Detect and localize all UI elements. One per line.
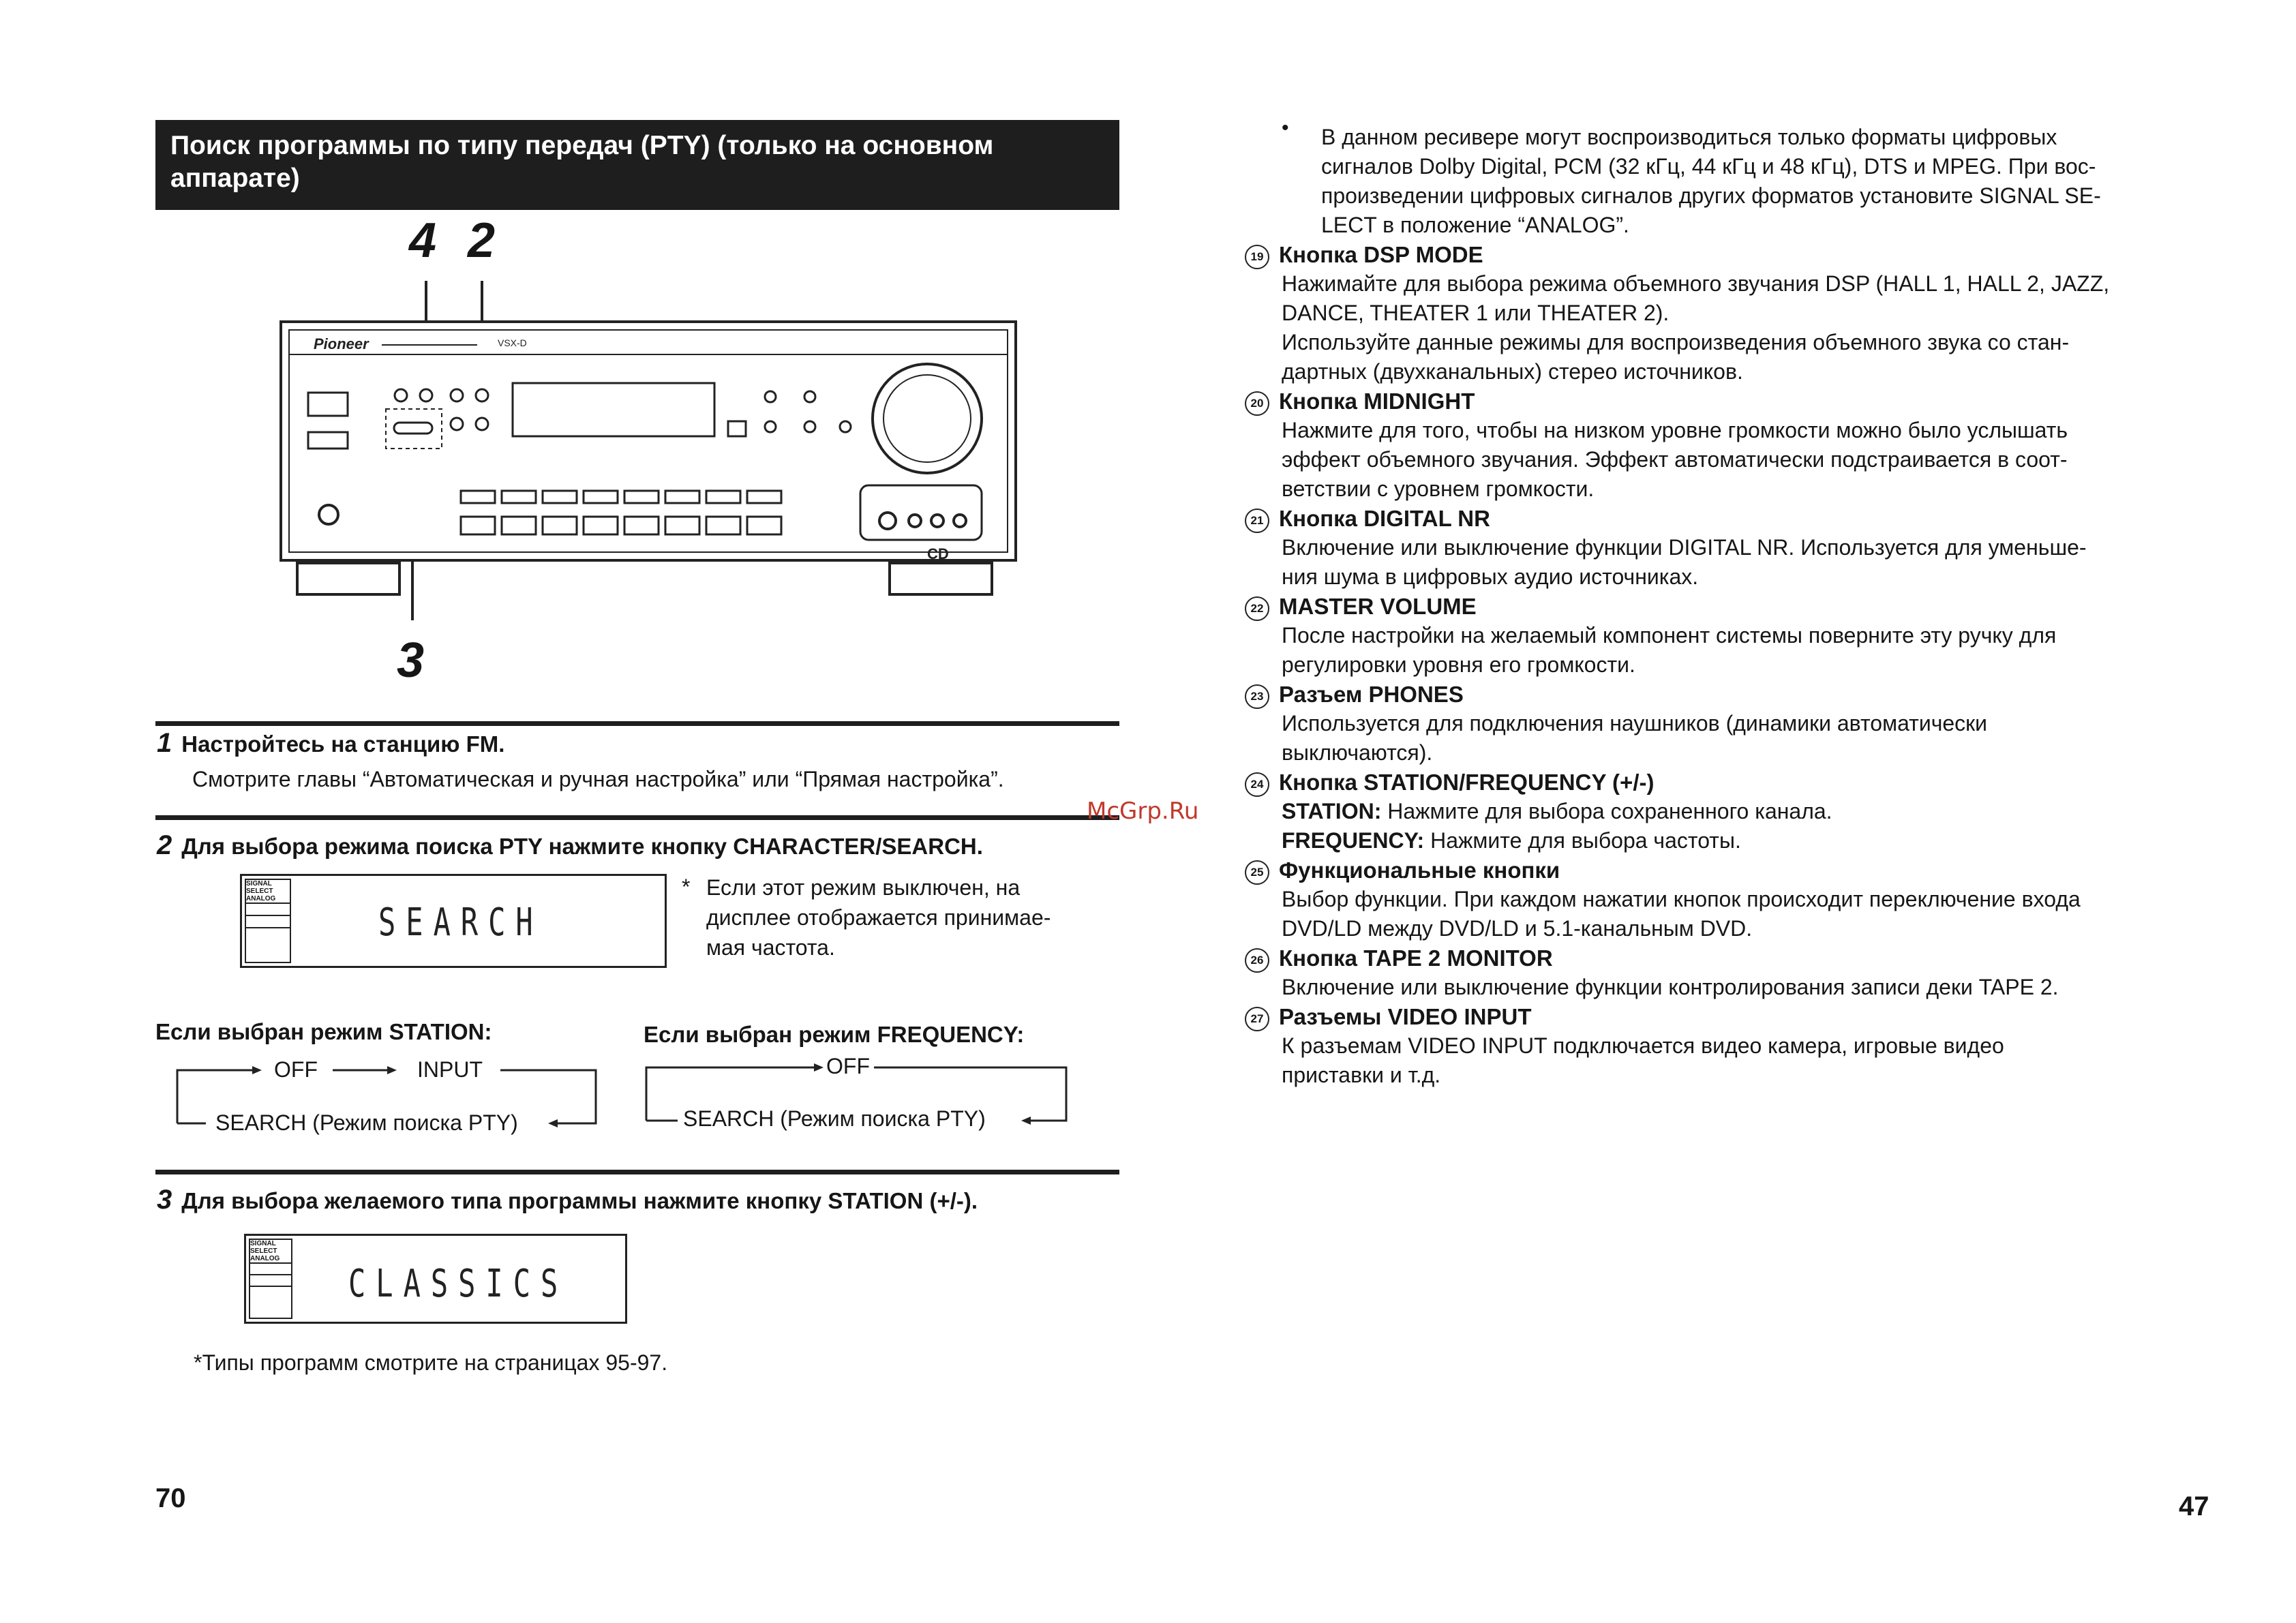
banner-title-line1: Поиск программы по типу передач (PTY) (только на основном <box>170 131 994 160</box>
callout-3: 3 <box>397 633 425 688</box>
right-page-number: 47 <box>2179 1491 2209 1521</box>
step2-note-marker: * <box>682 875 691 899</box>
step1-text: Смотрите главы “Автоматическая и ручная настройка” или “Прямая настройка”. <box>192 767 1004 791</box>
item-26-heading: 26 Кнопка TAPE 2 MONITOR <box>1245 943 2109 973</box>
item-25-number: 25 <box>1245 860 1269 885</box>
item-23-heading: 23 Разъем PHONES <box>1245 680 2109 709</box>
step2-number: 2 <box>157 830 172 860</box>
item-19-number: 19 <box>1245 245 1269 269</box>
item-20-heading: 20 Кнопка MIDNIGHT <box>1245 386 2109 416</box>
item-24-heading: 24 Кнопка STATION/FREQUENCY (+/-) <box>1245 768 2109 797</box>
item-21-heading: 21 Кнопка DIGITAL NR <box>1245 504 2109 533</box>
station-flow-search: SEARCH (Режим поиска PTY) <box>215 1110 518 1135</box>
item-24-text: STATION: Нажмите для выбора сохраненного канала. FREQUENCY: Нажмите для выбора частоты. <box>1282 799 1832 853</box>
item-20-number: 20 <box>1245 391 1269 416</box>
item-22-number: 22 <box>1245 596 1269 621</box>
step3-title-text: Для выбора желаемого типа программы нажмите кнопку STATION (+/-). <box>181 1188 978 1213</box>
step2-rule <box>155 815 1119 820</box>
item-22-text: После настройки на желаемый компонент системы поверните эту ручку для регулировки уровня его громкости. <box>1282 623 2057 677</box>
step1-title <box>157 729 504 758</box>
item-21-text: Включение или выключение функции DIGITAL NR. Используется для уменьше- ния шума в цифровых аудио источниках. <box>1282 535 2087 589</box>
step3-rule <box>155 1170 1119 1174</box>
item-26-text: Включение или выключение функции контролирования записи деки TAPE 2. <box>1282 975 2059 999</box>
cd-badge: CD <box>927 545 949 562</box>
banner-title-line2: аппарате) <box>170 164 300 193</box>
step1-title-text: Настройтесь на станцию FM. <box>181 731 505 757</box>
search-display-text: SEARCH <box>378 900 543 945</box>
item-21-number: 21 <box>1245 509 1269 533</box>
item-24-number: 24 <box>1245 772 1269 797</box>
station-flow-off: OFF <box>274 1057 318 1082</box>
program-types-footnote: *Типы программ смотрите на страницах 95-97. <box>194 1350 668 1375</box>
item-27-number: 27 <box>1245 1007 1269 1031</box>
section-banner <box>155 120 1119 210</box>
item-27-text: К разъемам VIDEO INPUT подключается видео камера, игровые видео приставки и т.д. <box>1282 1033 2004 1087</box>
step2-note: Если этот режим выключен, на дисплее отображается принимае- мая частота. <box>706 875 1051 960</box>
step3-title <box>157 1186 978 1215</box>
classics-display <box>244 1234 627 1324</box>
item-27-heading: 27 Разъемы VIDEO INPUT <box>1245 1002 2109 1031</box>
item-25-text: Выбор функции. При каждом нажатии кнопок происходит переключение входа DVD/LD между DVD/LD и 5.1-канальным DVD. <box>1282 887 2081 941</box>
item-19-heading: 19 Кнопка DSP MODE <box>1245 240 2109 269</box>
frequency-flow-search: SEARCH (Режим поиска PTY) <box>683 1106 986 1131</box>
display-signal-label-2: SIGNAL SELECT ANALOG <box>249 1239 292 1319</box>
item-19-text: Нажимайте для выбора режима объемного звучания DSP (HALL 1, HALL 2, JAZZ, DANCE, THEATER 1 или THEATER 2). Используйте данные режимы для воспроизведения объемного звука со стан- дартных (двухканальных) стерео источников. <box>1282 271 2110 384</box>
step1-number: 1 <box>157 728 172 758</box>
frequency-mode-heading: Если выбран режим FREQUENCY: <box>644 1022 1025 1047</box>
display-signal-label: SIGNAL SELECT ANALOG <box>245 879 291 963</box>
left-page-number: 70 <box>155 1483 186 1513</box>
step2-title <box>157 832 983 860</box>
item-list <box>1245 240 2109 1090</box>
frequency-flow-off: OFF <box>826 1054 870 1078</box>
station-mode-heading: Если выбран режим STATION: <box>155 1019 492 1044</box>
item-25-heading: 25 Функциональные кнопки <box>1245 855 2109 885</box>
step2-title-text: Для выбора режима поиска PTY нажмите кнопку CHARACTER/SEARCH. <box>181 834 983 859</box>
digital-formats-note: В данном ресивере могут воспроизводиться только форматы цифровых сигналов Dolby Digital, PCM (32 кГц, 44 кГц и 48 кГц), DTS и MPEG. При вос- произведении цифровых сигналов других форматов установите SIGNAL SE- LECT в положение “ANALOG”. <box>1321 125 2101 237</box>
classics-display-text: CLASSICS <box>348 1262 569 1306</box>
item-20-text: Нажмите для того, чтобы на низком уровне громкости можно было услышать эффект объемного звучания. Эффект автоматически подстраивается в соот- ветствии с уровнем громкости. <box>1282 418 2068 501</box>
step3-number: 3 <box>157 1185 172 1215</box>
step1-rule <box>155 721 1119 726</box>
search-display <box>240 874 667 968</box>
station-flow-input: INPUT <box>417 1057 483 1082</box>
item-23-text: Используется для подключения наушников (динамики автоматически выключаются). <box>1282 711 1988 765</box>
item-26-number: 26 <box>1245 948 1269 973</box>
receiver-illustration <box>273 266 1029 620</box>
bullet-dot: • <box>1282 117 1289 139</box>
watermark: McGrp.Ru <box>1087 798 1199 825</box>
item-22-heading: 22 MASTER VOLUME <box>1245 592 2109 621</box>
callout-4: 4 <box>409 213 437 268</box>
callout-2: 2 <box>468 213 496 268</box>
model-label: VSX-D <box>498 337 527 348</box>
item-23-number: 23 <box>1245 684 1269 709</box>
brand-logo: Pioneer <box>314 335 369 352</box>
